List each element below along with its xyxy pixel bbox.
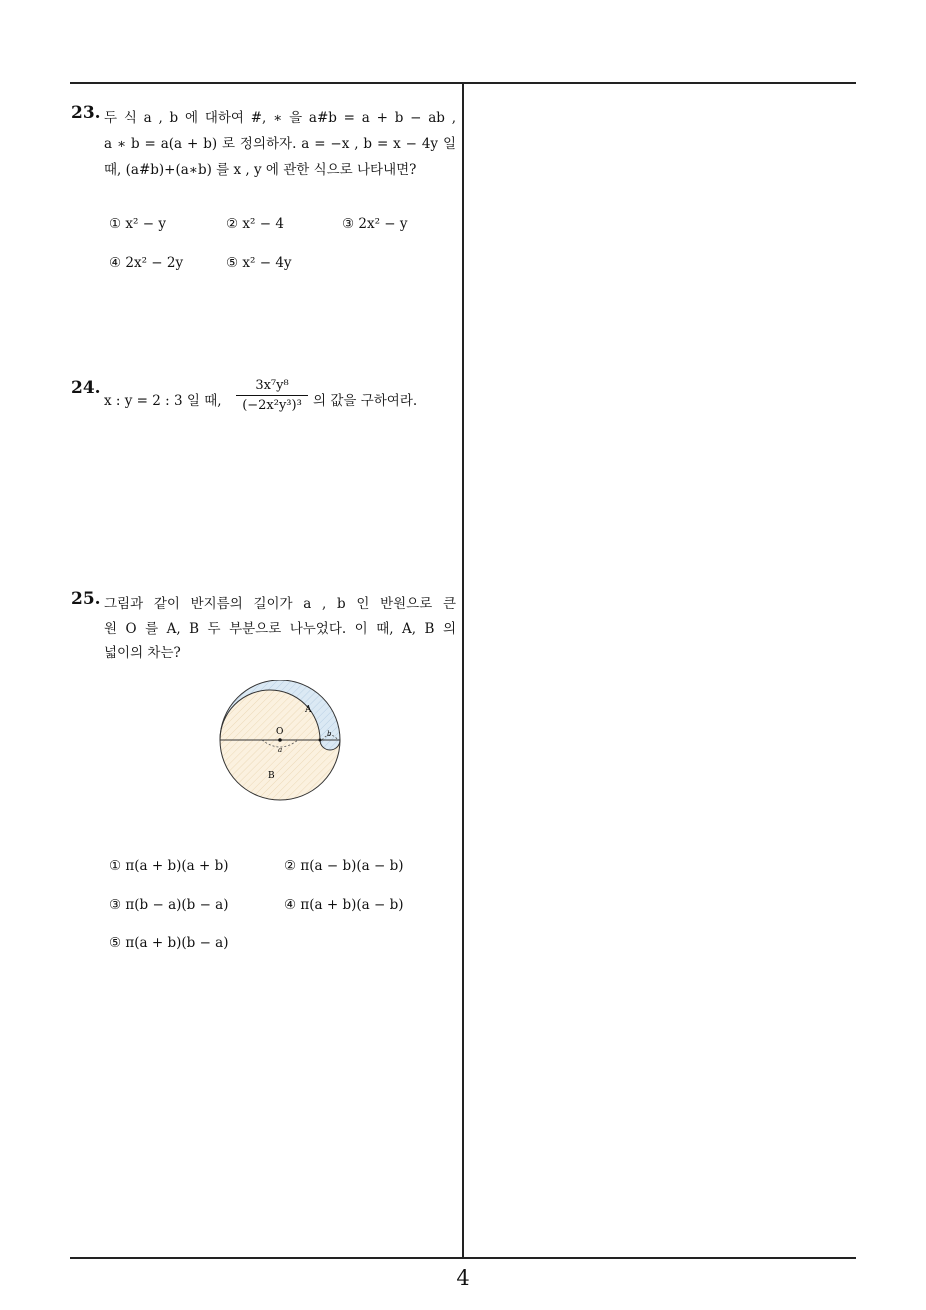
question-25-line-3: 넓이의 차는? — [104, 645, 181, 661]
question-24-prefix: x : y = 2 : 3 일 때, — [104, 393, 222, 409]
question-25-choice-2[interactable]: ② π(a − b)(a − b) — [284, 858, 404, 874]
question-25-line-2: 원 O 를 A, B 두 부분으로 나누었다. 이 때, A, B 의 — [104, 621, 456, 637]
question-25-figure — [214, 680, 346, 806]
question-25-choice-1[interactable]: ① π(a + b)(a + b) — [109, 858, 229, 874]
label-a-region: A — [305, 705, 312, 715]
question-24-fraction — [236, 378, 308, 413]
question-23-line-1: 두 식 a , b 에 대하여 #, ∗ 을 a#b = a + b − ab , — [104, 110, 456, 126]
bottom-rule — [70, 1257, 856, 1259]
question-25-line-1: 그림과 같이 반지름의 길이가 a , b 인 반원으로 큰 — [104, 596, 456, 612]
center-b-point — [319, 739, 322, 742]
label-b-region: B — [268, 771, 275, 781]
question-23-number: 23. — [71, 103, 101, 123]
question-23-choice-2[interactable]: ② x² − 4 — [226, 216, 284, 232]
question-23-choice-3[interactable]: ③ 2x² − y — [342, 216, 408, 232]
question-23-line-3: 때, (a#b)+(a∗b) 를 x , y 에 관한 식으로 나타내면? — [104, 162, 417, 178]
fraction-bar — [236, 395, 308, 396]
question-25-number: 25. — [71, 589, 101, 609]
question-23-choice-4[interactable]: ④ 2x² − 2y — [109, 255, 184, 271]
question-23-choice-1[interactable]: ① x² − y — [109, 216, 166, 232]
label-a-radius: a — [278, 746, 283, 754]
question-23-line-2: a ∗ b = a(a + b) 로 정의하자. a = −x , b = x − 4y 일 — [104, 136, 456, 152]
label-o: O — [276, 727, 284, 737]
question-24-suffix: 의 값을 구하여라. — [313, 393, 418, 409]
label-b-radius: b — [327, 730, 332, 738]
question-24-number: 24. — [71, 378, 101, 398]
fraction-denominator: (−2x²y³)³ — [242, 398, 302, 413]
page-number: 4 — [456, 1266, 470, 1290]
question-23-choice-5[interactable]: ⑤ x² − 4y — [226, 255, 292, 271]
fraction-numerator: 3x⁷y⁸ — [255, 378, 289, 393]
center-o-point — [278, 738, 282, 742]
column-divider — [462, 82, 464, 1258]
question-25-choice-5[interactable]: ⑤ π(a + b)(b − a) — [109, 935, 229, 951]
question-25-choice-4[interactable]: ④ π(a + b)(a − b) — [284, 897, 404, 913]
question-25-choice-3[interactable]: ③ π(b − a)(b − a) — [109, 897, 229, 913]
